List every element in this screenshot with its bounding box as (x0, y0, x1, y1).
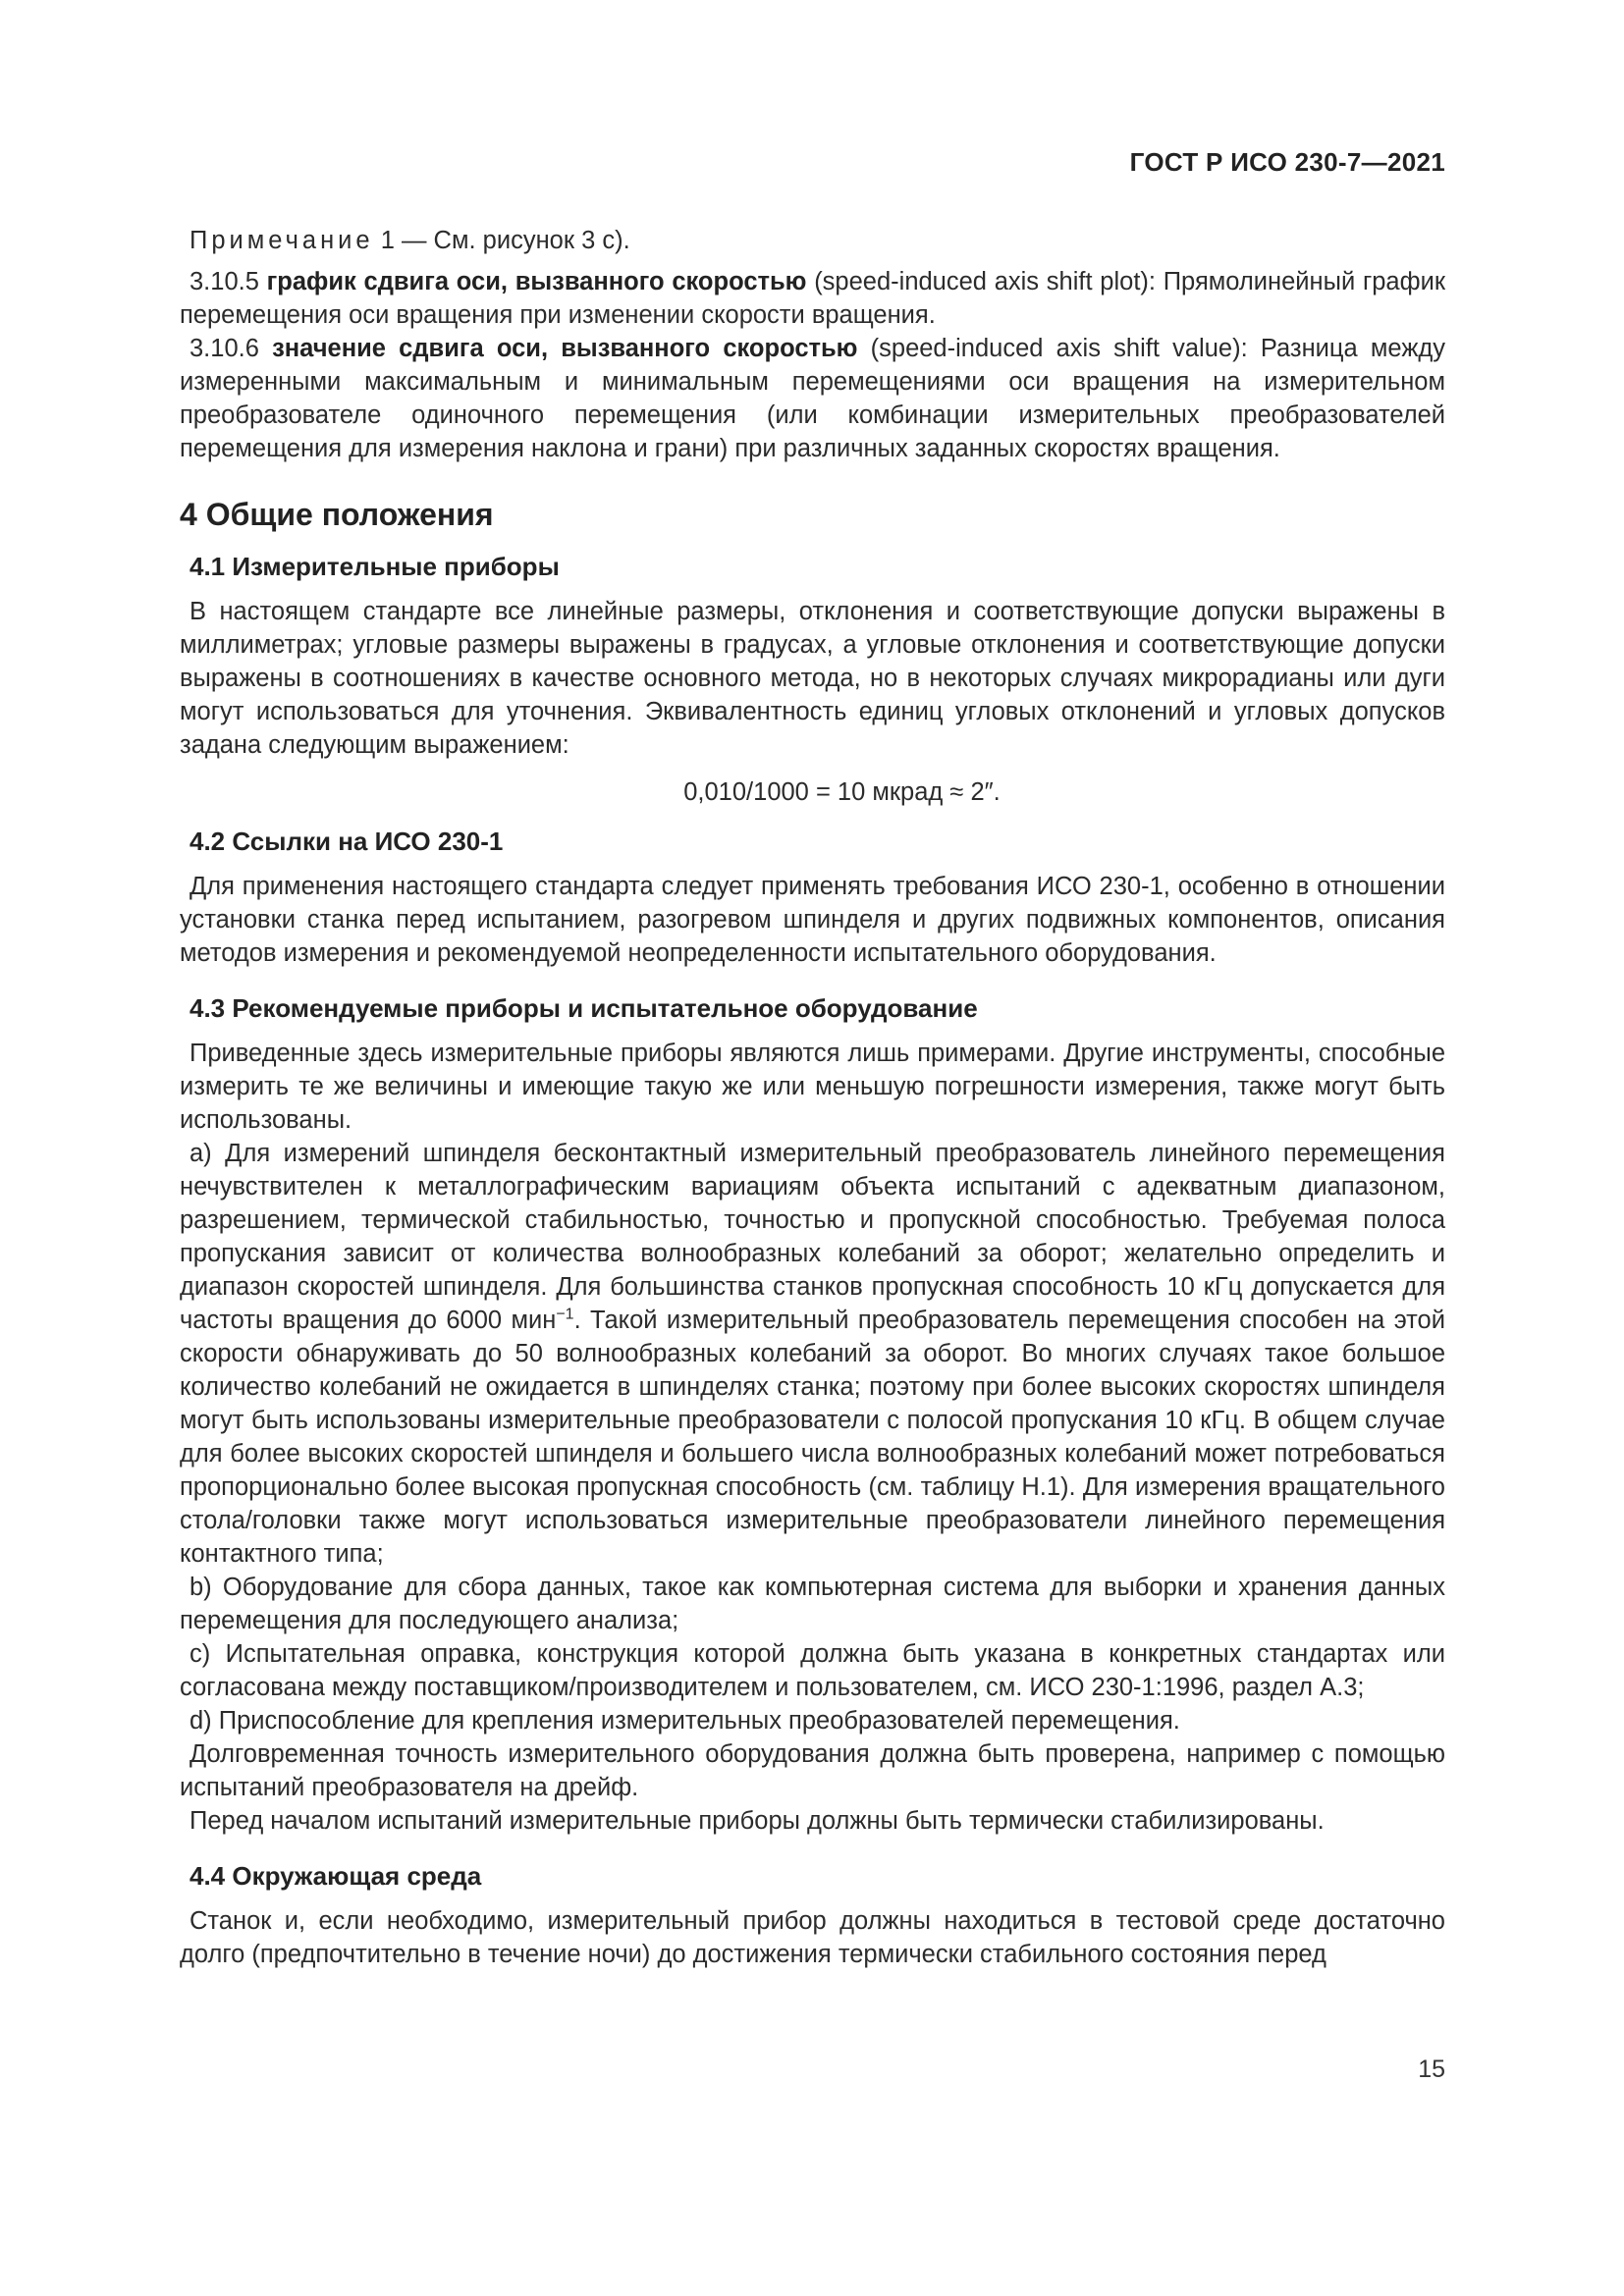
page-content (180, 224, 1445, 1971)
section-4-4-title: 4.4 Окружающая среда (189, 1861, 482, 1891)
definition-text: (speed-induced axis shift plot): Прямолинейный график перемещения оси вращения при изменении скорости вращения. (180, 268, 1445, 329)
section-4-4-paragraph: Станок и, если необходимо, измерительный прибор должны находиться в тестовой среде достаточно долго (предпочтительно в течение ночи) до достижения термически стабильного состояния перед (180, 1907, 1445, 1968)
list-item-c: c) Испытательная оправка, конструкция которой должна быть указана в конкретных стандартах или согласована между поставщиком/производителем и пользователем, см. ИСО 230-1:1996, раздел А.3; (180, 1640, 1445, 1701)
section-4-3-title: 4.3 Рекомендуемые приборы и испытательное оборудование (189, 993, 978, 1023)
definition-3-10-6 (180, 332, 1445, 465)
section-4-3-paragraph-intro: Приведенные здесь измерительные приборы являются лишь примерами. Другие инструменты, способные измерить те же величины и имеющие такую же или меньшую погрешности измерения, также могут быть использованы. (180, 1040, 1445, 1134)
section-4-1-title: 4.1 Измерительные приборы (189, 552, 560, 581)
list-item-a (180, 1137, 1445, 1571)
definition-text: (speed-induced axis shift value): Разница между измеренными максимальным и минимальным перемещениями оси вращения на измерительном преобразователе одиночного перемещения (или комбинации измерительных преобразователей перемещения для измерения наклона и грани) при различных заданных скоростях вращения. (180, 335, 1446, 462)
list-item-d: d) Приспособление для крепления измерительных преобразователей перемещения. (189, 1707, 1180, 1735)
section-4-3-paragraph-accuracy: Долговременная точность измерительного оборудования должна быть проверена, например с помощью испытаний преобразователя на дрейф. (180, 1740, 1445, 1801)
definition-term: график сдвига оси, вызванного скоростью (266, 268, 807, 295)
definition-term: значение сдвига оси, вызванного скоростью (272, 335, 858, 362)
note-1 (180, 224, 1445, 257)
definition-number: 3.10.5 (189, 268, 267, 295)
list-item-a-text-2: . Такой измерительный преобразователь перемещения способен на этой скорости обнаруживать до 50 волнообразных колебаний за оборот. Во многих случаях такое большое количество колебаний не ожидается в шпинделях станка; поэтому при более высоких скоростях шпинделя могут быть использованы измерительные преобразователи с полосой пропускания 10 кГц. В общем случае для более высоких скоростей шпинделя и большего числа волнообразных колебаний может потребоваться пропорционально более высокая пропускная способность (см. таблицу H.1). Для измерения вращательного стола/головки также могут использоваться измерительные преобразователи линейного перемещения контактного типа; (180, 1307, 1445, 1568)
formula: 0,010/1000 = 10 мкрад ≈ 2″. (683, 778, 1001, 806)
superscript: −1 (556, 1306, 574, 1323)
section-4-title: 4 Общие положения (180, 497, 494, 532)
definition-number: 3.10.6 (189, 335, 273, 362)
definition-3-10-5 (180, 265, 1445, 332)
note-text: 1 — См. рисунок 3 c). (373, 227, 630, 254)
list-item-b: b) Оборудование для сбора данных, такое как компьютерная система для выборки и хранения данных перемещения для последующего анализа; (180, 1574, 1445, 1634)
list-item-a-text-1: a) Для измерений шпинделя бесконтактный измерительный преобразователь линейного перемещения нечувствителен к металлографическим вариациям объекта испытаний с адекватным диапазоном, разрешением, термической стабильностью, точностью и пропускной способностью. Требуемая полоса пропускания зависит от количества волнообразных колебаний за оборот; желательно определить и диапазон скоростей шпинделя. Для большинства станков пропускная способность 10 кГц допускается для частоты вращения до 6000 мин (180, 1140, 1445, 1334)
note-label: Примечание (189, 227, 374, 254)
section-4-2-paragraph: Для применения настоящего стандарта следует применять требования ИСО 230-1, особенно в отношении установки станка перед испытанием, разогревом шпинделя и других подвижных компонентов, описания методов измерения и рекомендуемой неопределенности испытательного оборудования. (180, 873, 1445, 967)
section-4-3-paragraph-stabilization: Перед началом испытаний измерительные приборы должны быть термически стабилизированы. (189, 1807, 1325, 1835)
section-4-1-paragraph: В настоящем стандарте все линейные размеры, отклонения и соответствующие допуски выражены в миллиметрах; угловые размеры выражены в градусах, а угловые отклонения и соответствующие допуски выражены в соотношениях в качестве основного метода, но в некоторых случаях микрорадианы или дуги могут использоваться для уточнения. Эквивалентность единиц угловых отклонений и угловых допусков задана следующим выражением: (180, 598, 1445, 759)
document-header: ГОСТ Р ИСО 230-7—2021 (1129, 147, 1445, 177)
section-4-2-title: 4.2 Ссылки на ИСО 230-1 (189, 827, 504, 856)
page-number: 15 (1418, 2056, 1445, 2083)
